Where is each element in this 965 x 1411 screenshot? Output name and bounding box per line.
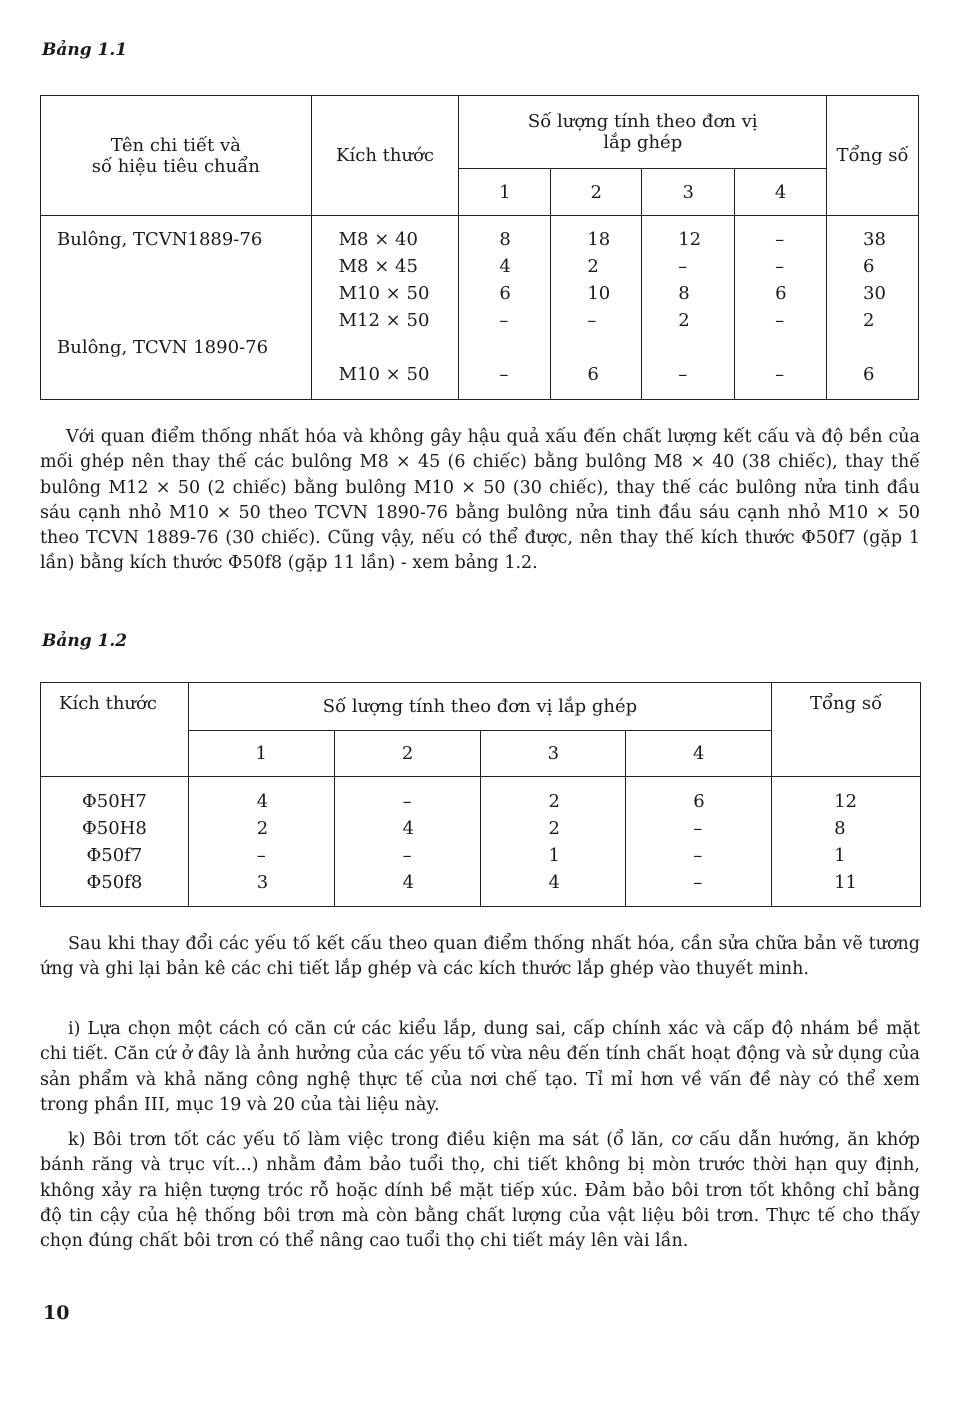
table2-unit-1: 1 xyxy=(188,731,334,777)
table1-value: 8 xyxy=(678,283,690,304)
table2-total: 8 xyxy=(834,817,846,839)
table1-unit-3: 3 xyxy=(642,169,735,216)
table2-unit-4: 4 xyxy=(626,731,772,777)
table1-row-names xyxy=(41,216,312,400)
table1-header-name-line1: Tên chi tiết và xyxy=(110,134,241,156)
table1-value: 4 xyxy=(499,256,511,277)
table1-value: 12 xyxy=(678,229,702,250)
table2-value: – xyxy=(693,871,703,893)
table1-value: – xyxy=(678,364,688,385)
table1-unit-2: 2 xyxy=(551,169,642,216)
table2-total: 11 xyxy=(834,871,858,893)
table2-size: Φ50H8 xyxy=(81,817,147,839)
page-number: 10 xyxy=(43,1302,70,1324)
table2-unit-3: 3 xyxy=(481,731,626,777)
table1-total: 2 xyxy=(863,310,875,331)
table2-value: 4 xyxy=(402,871,415,893)
table2-col4-cell xyxy=(626,777,772,907)
table1-size: M8 × 45 xyxy=(338,256,418,277)
table1-value: 2 xyxy=(587,256,599,277)
table1-value: 2 xyxy=(678,310,690,331)
table1-group1-name: Bulông, TCVN1889-76 xyxy=(57,229,263,250)
table2-value: – xyxy=(256,844,266,866)
table2-col1-cell xyxy=(188,777,334,907)
table1-value: 8 xyxy=(499,229,511,250)
paragraph-4: k) Bôi trơn tốt các yếu tố làm việc trong điều kiện ma sát (ổ lăn, cơ cấu dẫn hướng, ăn khớp bánh răng và trục vít...) nhằm đảm bảo tuổi thọ, chi tiết không bị mòn trước thời hạn quy định, không xảy ra hiện tượng tróc rỗ hoặc dính bề mặt tiếp xúc. Đảm bảo bôi trơn tốt không chỉ bằng độ tin cậy của hệ thống bôi trơn mà còn bằng chất lượng của vật liệu bôi trơn. Thực tế cho thấy chọn đúng chất bôi trơn có thể nâng cao tuổi thọ chi tiết máy lên vài lần. xyxy=(40,1130,920,1252)
paragraph-1: Với quan điểm thống nhất hóa và không gây hậu quả xấu đến chất lượng kết cấu và độ bền của mối ghép nên thay thế các bulông M8 × 45 (6 chiếc) bằng bulông M8 × 40 (38 chiếc), thay thế bulông M12 × 50 (2 chiếc) bằng bulông M10 × 50 (30 chiếc), thay thế các bulông nửa tinh đầu sáu cạnh nhỏ M10 × 50 theo TCVN 1890-76 bằng bulông nửa tinh đầu sáu cạnh nhỏ M10 × 50 theo TCVN 1889-76 (30 chiếc). Cũng vậy, nếu có thể được, nên thay thế kích thước Φ50f7 (gặp 1 lần) bằng kích thước Φ50f8 (gặp 11 lần) - xem bảng 1.2. xyxy=(40,427,920,574)
table1-value: – xyxy=(678,256,688,277)
table2-total-cell xyxy=(772,777,921,907)
table1-col2-cell xyxy=(551,216,642,400)
table2-size: Φ50f7 xyxy=(86,844,143,866)
table1-header-total: Tổng số xyxy=(827,96,919,216)
table1-value: 6 xyxy=(587,364,599,385)
table1-value: 18 xyxy=(587,229,611,250)
table1-total: 6 xyxy=(863,256,875,277)
table1-header-qty-line1: Số lượng tính theo đơn vị xyxy=(527,111,758,132)
table2-value: 2 xyxy=(548,817,560,839)
table1-value: – xyxy=(775,229,785,250)
table1-value: – xyxy=(587,310,597,331)
table1-total: 38 xyxy=(863,229,886,250)
table2-value: 4 xyxy=(548,871,560,893)
table2-value: 4 xyxy=(256,790,269,812)
table1-total: 6 xyxy=(863,364,875,385)
table2-size-cell xyxy=(41,777,189,907)
table1-group2-name: Bulông, TCVN 1890-76 xyxy=(57,337,269,358)
table1-value: – xyxy=(775,256,785,277)
table2-total: 1 xyxy=(834,844,846,866)
table2-size: Φ50H7 xyxy=(81,790,147,812)
table1-size: M12 × 50 xyxy=(338,310,430,331)
table2-value: 2 xyxy=(548,790,560,812)
table1-header-size: Kích thước xyxy=(311,96,459,216)
table2-size: Φ50f8 xyxy=(86,871,143,893)
table2-unit-2: 2 xyxy=(334,731,481,777)
table2-value: 2 xyxy=(256,817,269,839)
table1-value: 6 xyxy=(499,283,511,304)
table2-value: – xyxy=(693,817,703,839)
table1-header-name-line2: số hiệu tiêu chuẩn xyxy=(91,155,260,177)
table2-header-size: Kích thước xyxy=(41,683,189,777)
table1-col3-cell xyxy=(642,216,735,400)
table1-value: 10 xyxy=(587,283,611,304)
table2-col2-cell xyxy=(334,777,481,907)
table1-value: – xyxy=(499,310,509,331)
table1-col4-cell xyxy=(735,216,827,400)
paragraph-2: Sau khi thay đổi các yếu tố kết cấu theo quan điểm thống nhất hóa, cần sửa chữa bản vẽ tương ứng và ghi lại bản kê các chi tiết lắp ghép và các kích thước lắp ghép vào thuyết minh. xyxy=(40,934,920,980)
table2-value: 3 xyxy=(256,871,269,893)
table2-value: 4 xyxy=(402,817,415,839)
table2-value: 6 xyxy=(693,790,705,812)
table1-header-qty-line2: lắp ghép xyxy=(603,132,683,153)
table2-value: – xyxy=(693,844,703,866)
table1-size: M10 × 50 xyxy=(338,364,430,385)
table2-caption: Bảng 1.2 xyxy=(42,631,128,651)
table2-value: – xyxy=(402,790,412,812)
table1-total: 30 xyxy=(863,283,886,304)
table1-header-qty xyxy=(459,96,827,169)
table2 xyxy=(40,682,921,907)
table2-col3-cell xyxy=(481,777,626,907)
table1-size-cell xyxy=(311,216,459,400)
table1-value: 6 xyxy=(775,283,787,304)
table1-value: – xyxy=(499,364,509,385)
table2-header-total: Tổng số xyxy=(772,683,921,777)
table2-value: 1 xyxy=(548,844,560,866)
table1-value: – xyxy=(775,364,785,385)
table1-size: M8 × 40 xyxy=(338,229,418,250)
table1 xyxy=(40,95,919,400)
table1-header-name xyxy=(41,96,312,216)
table1-unit-1: 1 xyxy=(459,169,551,216)
paragraph-3: i) Lựa chọn một cách có căn cứ các kiểu lắp, dung sai, cấp chính xác và cấp độ nhám bề mặt chi tiết. Căn cứ ở đây là ảnh hưởng của các yếu tố vừa nêu đến tính chất hoạt động và sử dụng của sản phẩm và khả năng công nghệ thực tế của nơi chế tạo. Tỉ mỉ hơn về vấn đề này có thể xem trong phần III, mục 19 và 20 của tài liệu này. xyxy=(40,1019,920,1115)
table1-value: – xyxy=(775,310,785,331)
table1-total-cell xyxy=(827,216,919,400)
table1-col1-cell xyxy=(459,216,551,400)
table2-total: 12 xyxy=(834,790,858,812)
table1-unit-4: 4 xyxy=(735,169,827,216)
table1-caption: Bảng 1.1 xyxy=(42,40,128,60)
table2-header-qty: Số lượng tính theo đơn vị lắp ghép xyxy=(188,683,771,731)
table2-value: – xyxy=(402,844,412,866)
table1-size: M10 × 50 xyxy=(338,283,430,304)
